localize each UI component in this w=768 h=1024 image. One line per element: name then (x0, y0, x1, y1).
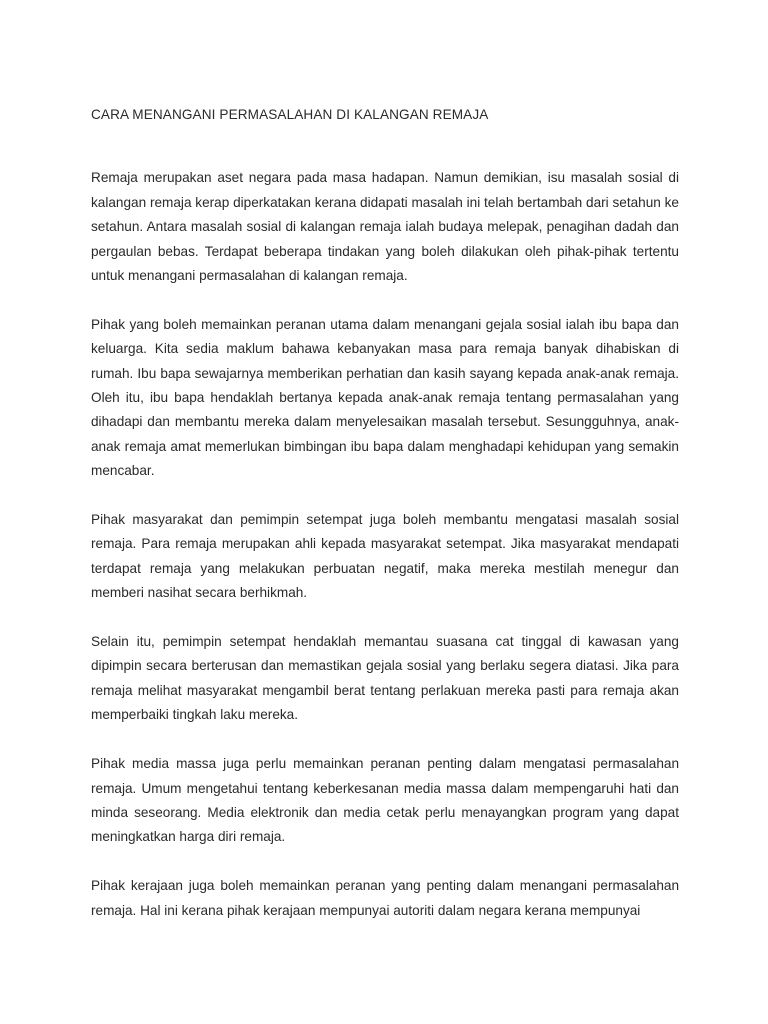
document-body (91, 103, 679, 947)
paragraph: Pihak yang boleh memainkan peranan utama dalam menangani gejala sosial ialah ibu bapa dan keluarga. Kita sedia maklum bahawa kebanyakan masa para remaja banyak dihabiskan di rumah. Ibu bapa sewajarnya memberikan perhatian dan kasih sayang kepada anak-anak remaja. Oleh itu, ibu bapa hendaklah bertanya kepada anak-anak remaja tentang permasalahan yang dihadapi dan membantu mereka dalam menyelesaikan masalah tersebut. Sesungguhnya, anak-anak remaja amat memerlukan bimbingan ibu bapa dalam menghadapi kehidupan yang semakin mencabar. (91, 316, 679, 479)
paragraph: Selain itu, pemimpin setempat hendaklah memantau suasana cat tinggal di kawasan yang dipimpin secara berterusan dan memastikan gejala sosial yang berlaku segera diatasi. Jika para remaja melihat masyarakat mengambil berat tentang perlakuan mereka pasti para remaja akan memperbaiki tingkah laku mereka. (91, 634, 679, 723)
document-title: CARA MENANGANI PERMASALAHAN DI KALANGAN REMAJA (91, 107, 489, 122)
paragraph: Pihak kerajaan juga boleh memainkan peranan yang penting dalam menangani permasalahan remaja. Hal ini kerana pihak kerajaan mempunyai autoriti dalam negara kerana mempunyai (91, 878, 679, 918)
paragraph: Pihak masyarakat dan pemimpin setempat juga boleh membantu mengatasi masalah sosial remaja. Para remaja merupakan ahli kepada masyarakat setempat. Jika masyarakat mendapati terdapat remaja yang melakukan perbuatan negatif, maka mereka mestilah menegur dan memberi nasihat secara berhikmah. (91, 512, 679, 601)
paragraph: Remaja merupakan aset negara pada masa hadapan. Namun demikian, isu masalah sosial di kalangan remaja kerap diperkatakan kerana didapati masalah ini telah bertambah dari setahun ke setahun. Antara masalah sosial di kalangan remaja ialah budaya melepak, penagihan dadah dan pergaulan bebas. Terdapat beberapa tindakan yang boleh dilakukan oleh pihak-pihak tertentu untuk menangani permasalahan di kalangan remaja. (91, 170, 679, 284)
paragraph: Pihak media massa juga perlu memainkan peranan penting dalam mengatasi permasalahan remaja. Umum mengetahui tentang keberkesanan media massa dalam mempengaruhi hati dan minda seseorang. Media elektronik dan media cetak perlu menayangkan program yang dapat meningkatkan harga diri remaja. (91, 756, 679, 845)
